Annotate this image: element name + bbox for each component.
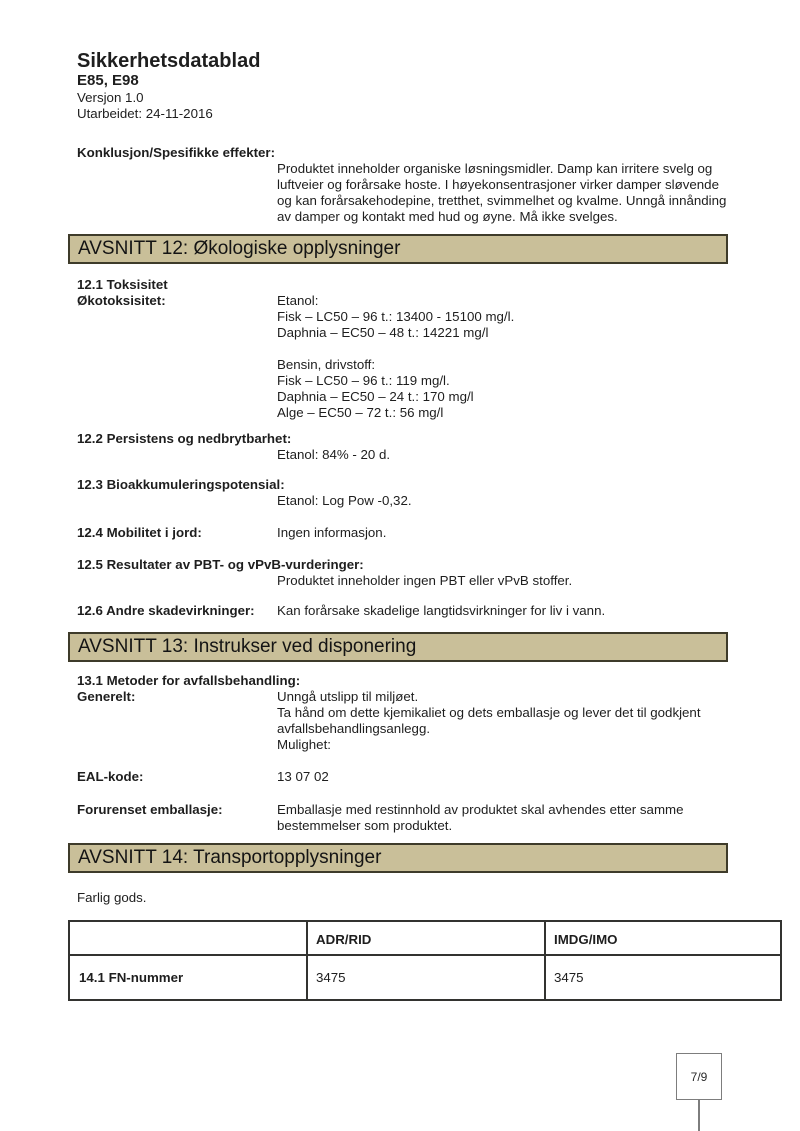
fn-nummer-imdg-value-cell: 3475	[545, 955, 781, 1000]
version-text: Versjon 1.0	[77, 90, 144, 105]
dangerous-goods-text: Farlig gods.	[77, 890, 147, 905]
section-12-6-row	[68, 603, 728, 619]
transport-table-header-row	[69, 921, 781, 955]
product-name: E85, E98	[77, 72, 139, 89]
mobility-label: 12.4 Mobilitet i jord:	[77, 525, 202, 540]
section-12-3-block	[68, 477, 728, 509]
document-header	[68, 50, 728, 122]
eal-code-value: 13 07 02	[277, 769, 329, 784]
ecotoxicity-row	[68, 293, 728, 421]
document-content	[68, 0, 728, 1001]
table-header-adr-rid: ADR/RID	[307, 921, 545, 955]
transport-table-row-fn-nummer	[69, 955, 781, 1000]
page-number-box	[676, 1053, 722, 1100]
section-12-2-block	[68, 431, 728, 463]
text-line: Alge – EC50 – 72 t.: 56 mg/l	[277, 405, 444, 420]
eal-code-label: EAL-kode:	[77, 769, 144, 784]
text-line: Daphnia – EC50 – 24 t.: 170 mg/l	[277, 389, 474, 404]
eal-code-row	[68, 769, 728, 785]
contaminated-packaging-value: Emballasje med restinnhold av produktet skal avhendes etter samme bestemmelser som produktet.	[277, 802, 684, 833]
conclusion-label: Konklusjon/Spesifikke effekter:	[77, 145, 276, 160]
text-line: Ta hånd om dette kjemikaliet og dets emballasje og lever det til godkjent avfallsbehandlingsanlegg.	[277, 705, 701, 736]
other-effects-value: Kan forårsake skadelige langtidsvirkninger for liv i vann.	[277, 603, 606, 618]
section-12-5-block	[68, 557, 728, 589]
section-12-1-title: 12.1 Toksisitet	[77, 277, 168, 292]
contaminated-packaging-label: Forurenset emballasje:	[77, 802, 223, 817]
ecotoxicity-values	[277, 293, 728, 421]
mobility-value: Ingen informasjon.	[277, 525, 387, 540]
table-header-imdg-imo: IMDG/IMO	[545, 921, 781, 955]
general-row	[68, 689, 728, 753]
pbt-label: 12.5 Resultater av PBT- og vPvB-vurderinger:	[77, 557, 364, 572]
contaminated-packaging-row	[68, 802, 728, 834]
text-line	[277, 341, 728, 357]
text-line: Fisk – LC50 – 96 t.: 13400 - 15100 mg/l.	[277, 309, 515, 324]
text-line: Daphnia – EC50 – 48 t.: 14221 mg/l	[277, 325, 489, 340]
bioaccumulation-label: 12.3 Bioakkumuleringspotensial:	[77, 477, 285, 492]
document-title: Sikkerhetsdatablad	[77, 50, 261, 72]
other-effects-label: 12.6 Andre skadevirkninger:	[77, 603, 255, 618]
section-13-header: AVSNITT 13: Instrukser ved disponering	[68, 632, 728, 662]
conclusion-block	[68, 145, 728, 225]
transport-table	[68, 920, 782, 1001]
text-line: Bensin, drivstoff:	[277, 357, 376, 372]
section-13-1-title: 13.1 Metoder for avfallsbehandling:	[77, 673, 301, 688]
bioaccumulation-value: Etanol: Log Pow -0,32.	[277, 493, 412, 508]
text-line: Etanol:	[277, 293, 319, 308]
general-values	[277, 689, 728, 753]
persistence-value: Etanol: 84% - 20 d.	[277, 447, 391, 462]
pbt-value: Produktet inneholder ingen PBT eller vPvB stoffer.	[277, 573, 573, 588]
text-line: Mulighet:	[277, 737, 331, 752]
page-number: 7/9	[690, 1069, 708, 1084]
ecotoxicity-label: Økotoksisitet:	[77, 293, 166, 308]
section-12-4-row	[68, 525, 728, 541]
fn-nummer-label-cell: 14.1 FN-nummer	[69, 955, 307, 1000]
fn-nummer-adr-value-cell: 3475	[307, 955, 545, 1000]
section-12-header: AVSNITT 12: Økologiske opplysninger	[68, 234, 728, 264]
general-label: Generelt:	[77, 689, 136, 704]
section-14-header: AVSNITT 14: Transportopplysninger	[68, 843, 728, 873]
prepared-date: Utarbeidet: 24-11-2016	[77, 106, 213, 121]
table-header-empty-cell	[69, 921, 307, 955]
text-line: Unngå utslipp til miljøet.	[277, 689, 419, 704]
conclusion-text: Produktet inneholder organiske løsningsmidler. Damp kan irritere svelg og luftveier og forårsake hoste. I høyekonsentrasjoner virker damper sløvende og kan forårsakehodepine, tretthet, svimmelhet og kvalme. Unngå innånding av damper og kontakt med hud og øyne. Må ikke svelges.	[277, 161, 727, 224]
persistence-label: 12.2 Persistens og nedbrytbarhet:	[77, 431, 292, 446]
page-number-connector-line	[698, 1100, 700, 1131]
text-line: Fisk – LC50 – 96 t.: 119 mg/l.	[277, 373, 450, 388]
